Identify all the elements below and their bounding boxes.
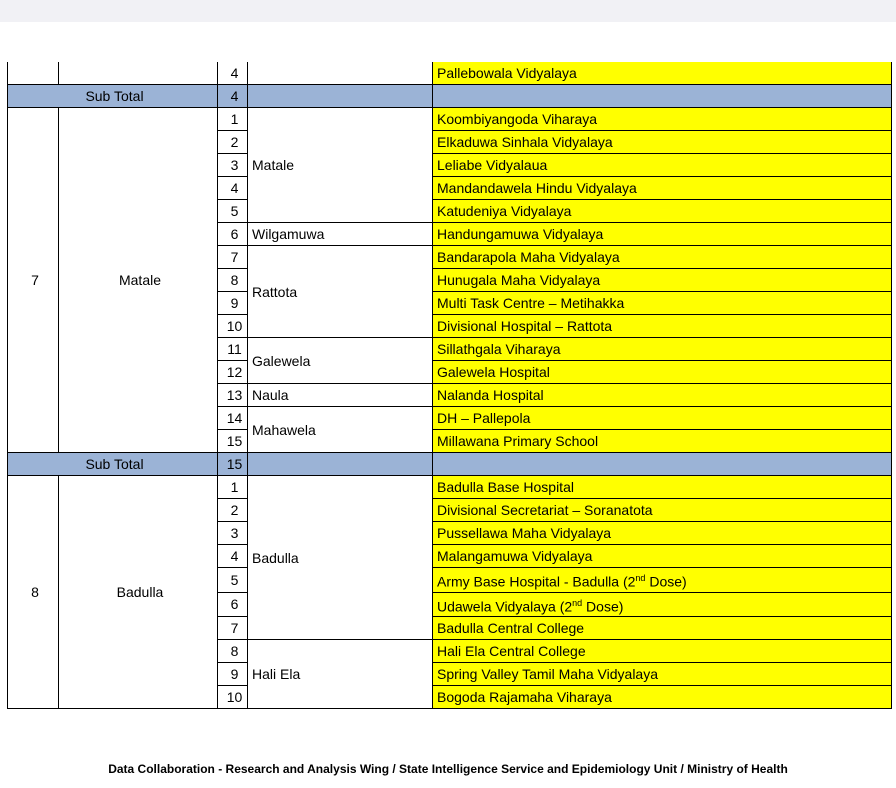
row-no: 12 bbox=[218, 361, 248, 384]
table-row bbox=[8, 108, 892, 131]
row-no: 6 bbox=[218, 223, 248, 246]
location: Bogoda Rajamaha Viharaya bbox=[433, 686, 892, 709]
row-no: 5 bbox=[218, 200, 248, 223]
row-no: 8 bbox=[218, 269, 248, 292]
subtotal-label: Sub Total bbox=[8, 453, 218, 476]
subtotal-empty bbox=[248, 85, 433, 108]
row-no: 4 bbox=[218, 545, 248, 568]
row-no: 11 bbox=[218, 338, 248, 361]
location: DH – Pallepola bbox=[433, 407, 892, 430]
district: Matale bbox=[59, 108, 218, 453]
ordinal-suffix: nd bbox=[635, 573, 646, 583]
row-no: 3 bbox=[218, 522, 248, 545]
row-no: 7 bbox=[218, 246, 248, 269]
location: Koombiyangoda Viharaya bbox=[433, 108, 892, 131]
location-text: Army Base Hospital - Badulla (2 bbox=[437, 573, 636, 590]
location: Pallebowala Vidyalaya bbox=[433, 62, 892, 85]
location: Divisional Hospital – Rattota bbox=[433, 315, 892, 338]
row-no: 2 bbox=[218, 131, 248, 154]
location: Bandarapola Maha Vidyalaya bbox=[433, 246, 892, 269]
viewer-top-bar bbox=[0, 0, 896, 22]
row-no: 9 bbox=[218, 663, 248, 686]
location: Katudeniya Vidyalaya bbox=[433, 200, 892, 223]
location: Leliabe Vidyalaua bbox=[433, 154, 892, 177]
location: Handungamuwa Vidyalaya bbox=[433, 223, 892, 246]
row-no: 3 bbox=[218, 154, 248, 177]
location bbox=[433, 592, 892, 617]
subtotal-empty bbox=[433, 85, 892, 108]
section-no: 7 bbox=[8, 108, 59, 453]
location: Hunugala Maha Vidyalaya bbox=[433, 269, 892, 292]
district: Badulla bbox=[59, 476, 218, 709]
row-no: 10 bbox=[218, 315, 248, 338]
location: Hali Ela Central College bbox=[433, 640, 892, 663]
subtotal-empty bbox=[433, 453, 892, 476]
row-no: 15 bbox=[218, 430, 248, 453]
row-no: 7 bbox=[218, 617, 248, 640]
location bbox=[433, 568, 892, 593]
subtotal-empty bbox=[248, 453, 433, 476]
ordinal-suffix: nd bbox=[572, 597, 583, 608]
moh-area: Hali Ela bbox=[248, 640, 433, 709]
location: Elkaduwa Sinhala Vidyalaya bbox=[433, 131, 892, 154]
row-no: 5 bbox=[218, 568, 248, 593]
row-no: 4 bbox=[218, 62, 248, 85]
moh-area: Mahawela bbox=[248, 407, 433, 453]
table-row bbox=[8, 476, 892, 499]
moh-area: Galewela bbox=[248, 338, 433, 384]
row-no: 2 bbox=[218, 499, 248, 522]
location: Sillathgala Viharaya bbox=[433, 338, 892, 361]
location-text-after: Dose) bbox=[645, 573, 687, 590]
table-row bbox=[8, 62, 892, 85]
row-no: 9 bbox=[218, 292, 248, 315]
row-no: 14 bbox=[218, 407, 248, 430]
row-no: 8 bbox=[218, 640, 248, 663]
location-text: Udawela Vidyalaya (2 bbox=[437, 598, 573, 615]
row-no: 13 bbox=[218, 384, 248, 407]
location: Mandandawela Hindu Vidyalaya bbox=[433, 177, 892, 200]
row-no: 6 bbox=[218, 592, 248, 617]
location: Galewela Hospital bbox=[433, 361, 892, 384]
moh-area: Badulla bbox=[248, 476, 433, 640]
moh-area: Rattota bbox=[248, 246, 433, 338]
subtotal-row bbox=[8, 85, 892, 108]
row-no: 10 bbox=[218, 686, 248, 709]
location: Pussellawa Maha Vidyalaya bbox=[433, 522, 892, 545]
section-no-cell bbox=[8, 62, 59, 85]
location: Nalanda Hospital bbox=[433, 384, 892, 407]
location: Malangamuwa Vidyalaya bbox=[433, 545, 892, 568]
subtotal-count: 4 bbox=[218, 85, 248, 108]
moh-cell bbox=[248, 62, 433, 85]
location: Divisional Secretariat – Soranatota bbox=[433, 499, 892, 522]
subtotal-label: Sub Total bbox=[8, 85, 218, 108]
subtotal-row bbox=[8, 453, 892, 476]
district-cell bbox=[59, 62, 218, 85]
location-text-after: Dose) bbox=[582, 598, 624, 615]
moh-area: Matale bbox=[248, 108, 433, 223]
row-no: 1 bbox=[218, 108, 248, 131]
page-footer: Data Collaboration - Research and Analysis Wing / State Intelligence Service and Epidemiology Unit / Ministry of Health bbox=[108, 762, 788, 776]
row-no: 4 bbox=[218, 177, 248, 200]
location: Badulla Base Hospital bbox=[433, 476, 892, 499]
location: Multi Task Centre – Metihakka bbox=[433, 292, 892, 315]
subtotal-count: 15 bbox=[218, 453, 248, 476]
location: Spring Valley Tamil Maha Vidyalaya bbox=[433, 663, 892, 686]
vaccination-centres-table bbox=[7, 62, 892, 709]
section-no: 8 bbox=[8, 476, 59, 709]
moh-area: Wilgamuwa bbox=[248, 223, 433, 246]
location: Millawana Primary School bbox=[433, 430, 892, 453]
moh-area: Naula bbox=[248, 384, 433, 407]
location: Badulla Central College bbox=[433, 617, 892, 640]
row-no: 1 bbox=[218, 476, 248, 499]
